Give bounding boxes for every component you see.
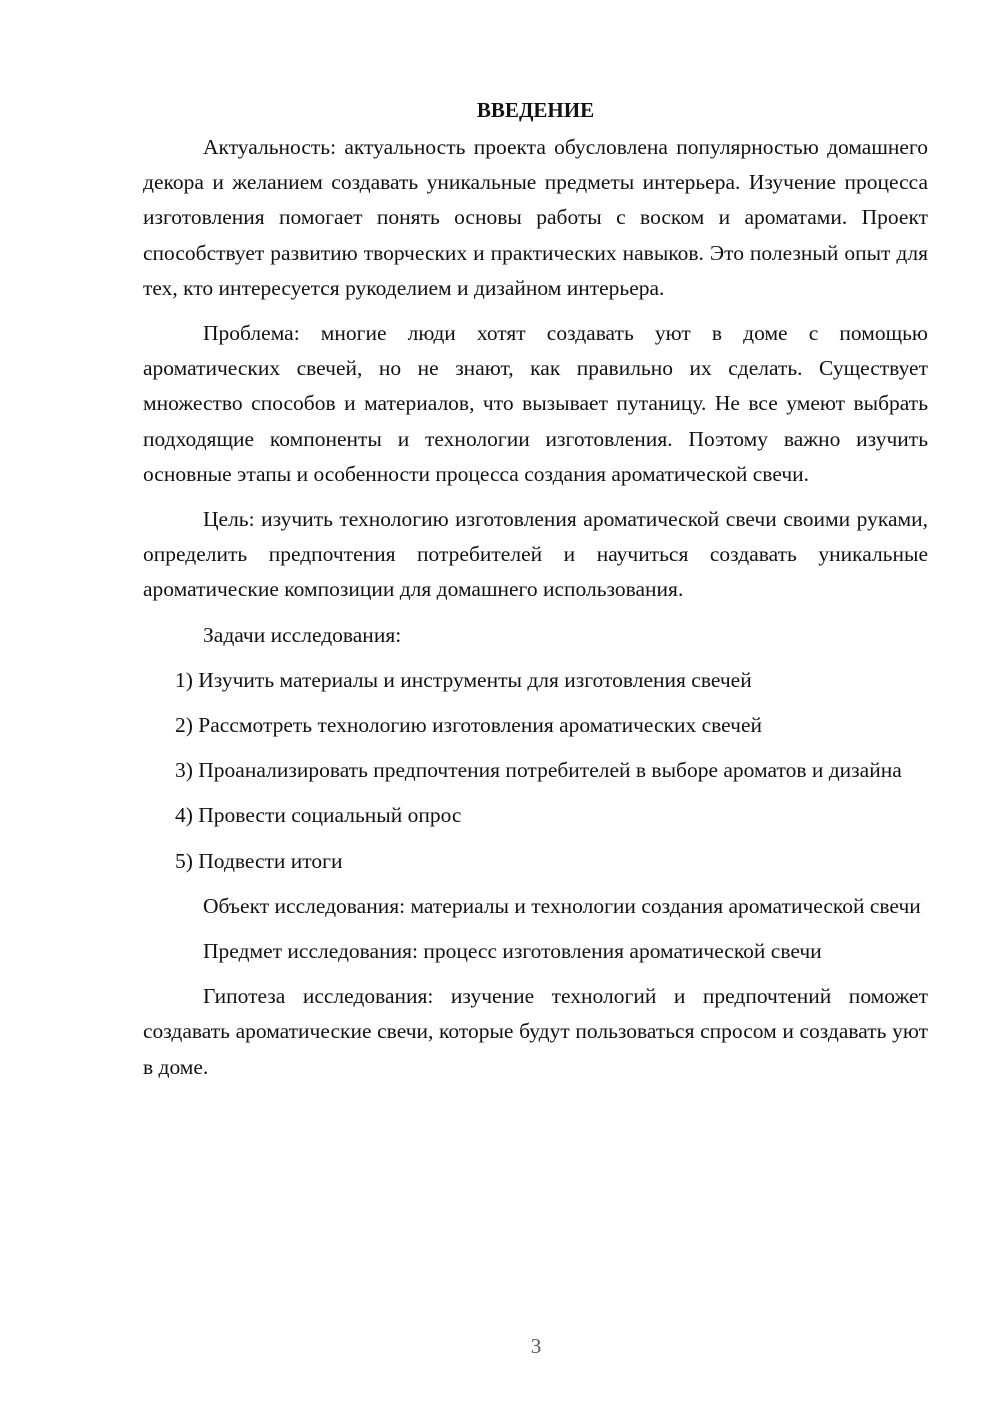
task-item-5: 5) Подвести итоги <box>175 848 343 873</box>
task-item-3: 3) Проанализировать предпочтения потребителей в выборе ароматов и дизайна <box>175 758 902 783</box>
page-content <box>143 92 928 1095</box>
paragraph-object: Объект исследования: материалы и технологии создания ароматической свечи <box>203 893 921 918</box>
task-item-2: 2) Рассмотреть технологию изготовления ароматических свечей <box>175 713 763 738</box>
tasks-heading: Задачи исследования: <box>203 622 402 647</box>
paragraph-hypothesis: Гипотеза исследования: изучение технологий и предпочтений поможет создавать ароматические свечи, которые будут пользоваться спросом и создавать уют в доме. <box>143 984 928 1079</box>
paragraph-goal: Цель: изучить технологию изготовления ароматической свечи своими руками, определить предпочтения потребителей и научиться создавать уникальные ароматические композиции для домашнего использования. <box>143 507 928 602</box>
paragraph-problem: Проблема: многие люди хотят создавать уют в доме с помощью ароматических свечей, но не знают, как правильно их сделать. Существует множество способов и материалов, что вызывает путаницу. Не все умеют выбрать подходящие компоненты и технологии изготовления. Поэтому важно изучить основные этапы и особенности процесса создания ароматической свечи. <box>143 321 928 486</box>
page-number: 3 <box>530 1334 542 1358</box>
paragraph-relevance: Актуальность: актуальность проекта обусловлена популярностью домашнего декора и желанием создавать уникальные предметы интерьера. Изучение процесса изготовления помогает понять основы работы с воском и ароматами. Проект способствует развитию творческих и практических навыков. Это полезный опыт для тех, кто интересуется рукоделием и дизайном интерьера. <box>143 135 928 300</box>
task-item-4: 4) Провести социальный опрос <box>175 803 462 828</box>
paragraph-subject: Предмет исследования: процесс изготовления ароматической свечи <box>203 939 822 964</box>
section-heading: ВВЕДЕНИЕ <box>476 98 595 122</box>
task-item-1: 1) Изучить материалы и инструменты для изготовления свечей <box>175 667 752 692</box>
